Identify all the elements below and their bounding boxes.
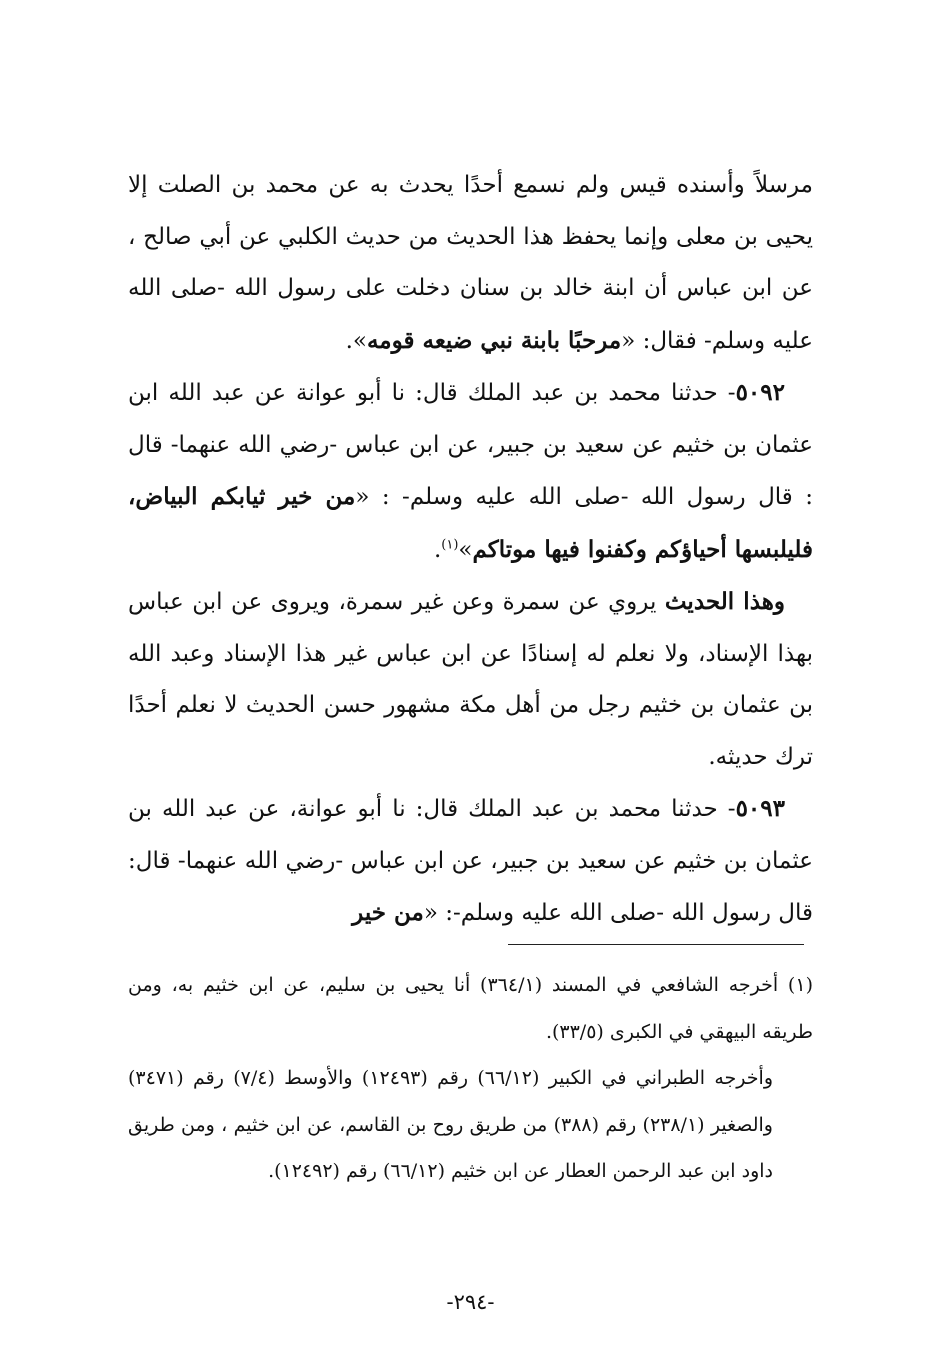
paragraph-commentary: وهذا الحديث يروي عن سمرة وعن غير سمرة، ويروى عن ابن عباس بهذا الإسناد، ولا نعلم له إسنادًا عن ابن عباس غير هذا الإسناد وعبد الله بن عثمان بن خثيم رجل من أهل مكة مشهور حسن الحديث لا نعلم أحدًا ترك حديثه. <box>128 588 813 770</box>
footnote-ref: (١) <box>441 536 459 552</box>
page-number: -٢٩٤- <box>446 1290 495 1314</box>
commentary-lead: وهذا الحديث <box>664 588 786 615</box>
hadith-text: مرحبًا بابنة نبي ضيعه قومه <box>366 326 622 354</box>
paragraph-1: مرسلاً وأسنده قيس ولم نسمع أحدًا يحدث به عن محمد بن الصلت إلا يحيى بن معلى وإنما يحفظ هذا الحديث من حديث الكلبي عن أبي صالح ، عن ابن عباس أن ابنة خالد بن سنان دخلت على رسول الله -صلى الله عليه وسلم- فقال: «مرحبًا بابنة نبي ضيعه قومه». <box>128 172 813 354</box>
footnotes <box>128 962 813 1195</box>
footnote-separator <box>508 944 804 945</box>
hadith-text: من خير <box>352 899 424 926</box>
hadith-number: ٥٠٩٣ <box>735 795 785 822</box>
footnote-1-continued: وأخرجه الطبراني في الكبير (٦٦/١٢) رقم (١٢٤٩٣) والأوسط (٧/٤) رقم (٣٤٧١) والصغير (٢٣٨/١) رقم (٣٨٨) من طريق روح بن القاسم، عن ابن خثيم ، ومن طريق داود ابن عبد الرحمن العطار عن ابن خثيم (٦٦/١٢) رقم (١٢٤٩٢). <box>128 1067 773 1182</box>
hadith-number: ٥٠٩٢ <box>735 379 785 406</box>
main-text <box>128 160 813 940</box>
footnote-1: (١) أخرجه الشافعي في المسند (٣٦٤/١) أنا يحيى بن سليم، عن ابن خثيم به، ومن طريقه البيهقي في الكبرى (٣٣/٥). <box>128 974 813 1043</box>
paragraph-hadith-5093: ٥٠٩٣- حدثنا محمد بن عبد الملك قال: نا أبو عوانة، عن عبد الله بن عثمان بن خثيم عن سعيد بن جبير، عن ابن عباس -رضي الله عنهما- قال: قال رسول الله -صلى الله عليه وسلم-: «من خير <box>128 795 813 926</box>
hadith-text: من خير ثيابكم البياض، فليلبسها أحياؤكم وكفنوا فيها موتاكم <box>128 483 813 563</box>
paragraph-hadith-5092: ٥٠٩٢- حدثنا محمد بن عبد الملك قال: نا أبو عوانة عن عبد الله ابن عثمان بن خثيم عن سعيد بن جبير، عن ابن عباس -رضي الله عنهما- قال : قال رسول الله -صلى الله عليه وسلم- : «من خير ثيابكم البياض، فليلبسها أحياؤكم وكفنوا فيها موتاكم»$^{(١)}$. <box>128 379 813 563</box>
